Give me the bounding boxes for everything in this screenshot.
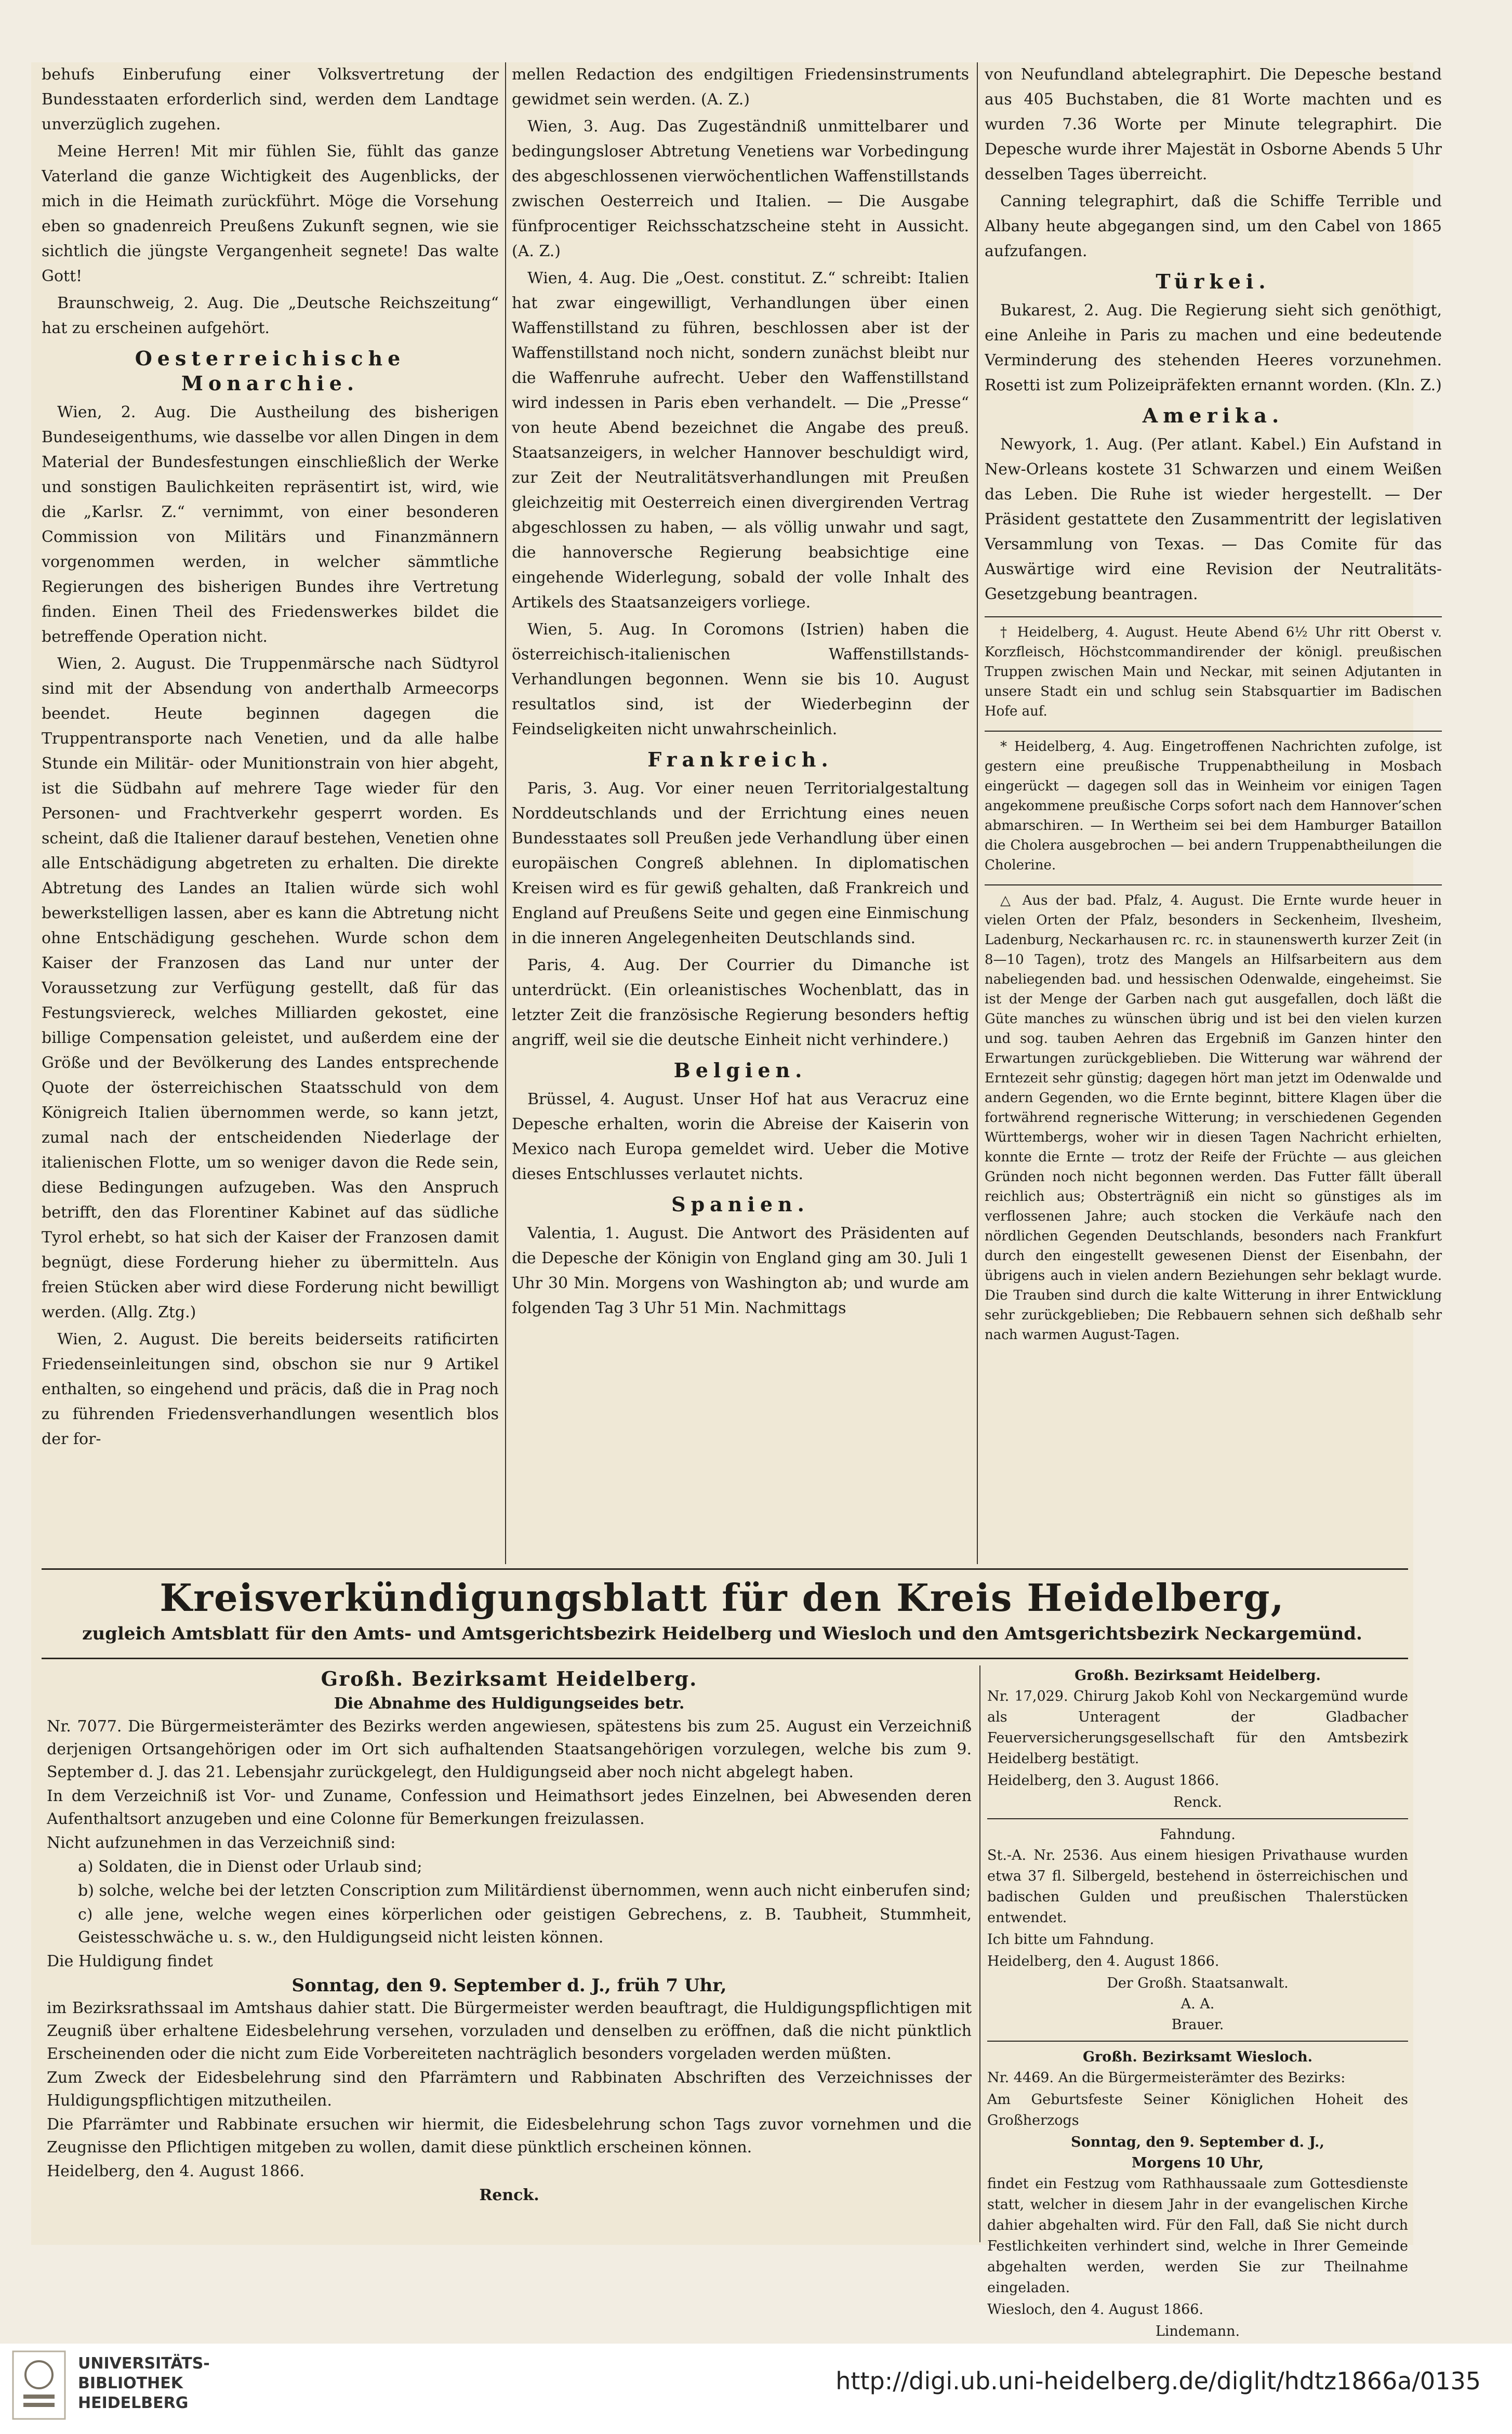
place-date: Heidelberg, den 3. August 1866. (987, 1772, 1219, 1789)
footer-bar (0, 2344, 1512, 2434)
notice-text: Nicht aufzunehmen in das Verzeichniß sind: (47, 1834, 396, 1852)
column-divider (505, 62, 506, 1564)
separator (987, 2041, 1408, 2042)
notice-text: Ich bitte um Fahndung. (987, 1932, 1155, 1948)
office-heading: Großh. Bezirksamt Heidelberg. (1075, 1668, 1321, 1684)
notice-text: Am Geburtsfeste Seiner Königlichen Hoheit des Großherzogs (987, 2092, 1408, 2128)
library-name (78, 2354, 210, 2413)
column-divider (977, 62, 978, 1564)
article-text: Valentia, 1. August. Die Antwort des Präsidenten auf die Depesche der Königin von England ging am 30. Juli 1 Uhr 30 Min. Morgens von Washington ab; und wurde am folgenden Tag 3 Uhr 51 Min. Nachmittags (512, 1224, 969, 1317)
article-text: Wien, 4. Aug. Die „Oest. constitut. Z.“ schreibt: Italien hat zwar eingewilligt, Verhandlungen über einen Waffenstillstand zu führen, beschlossen aber ist der Waffenstillstand noch nicht, sondern zunächst bleibt nur die Waffenruhe aufrecht. Ueber den Waffenstillstand wird indessen in Paris eben verhandelt. — Die „Presse“ von heute Abend bezeichnet die Angabe des preuß. Staatsanzeigers, in welcher Hannover beschuldigt wird, zur Zeit der Neutralitätsverhandlungen mit Preußen gleichzeitig mit Oesterreich einen divergirenden Vertrag abgeschlossen zu haben, — als völlig unwahr und sagt, die hannoversche Regierung beabsichtige eine eingehende Widerlegung, sobald der volle Inhalt des Artikels des Staatsanzeigers vorliege. (512, 269, 969, 612)
horizontal-rule (42, 1568, 1408, 1570)
section-heading: Amerika. (1142, 404, 1284, 427)
banner-title: Kreisverkündigungsblatt für den Kreis Heidelberg, (160, 1576, 1285, 1620)
column-divider (979, 1665, 980, 2242)
office-heading: Großh. Bezirksamt Wiesloch. (1082, 2049, 1313, 2065)
library-name-line: UNIVERSITÄTS- (78, 2354, 210, 2373)
article-text: Wien, 2. Aug. Die Austheilung des bisherigen Bundeseigenthums, wie dasselbe vor allen Dingen in dem Material der Bundesfestungen einschließlich der Werke und sonstigen Baulichkeiten repräsentirt ist, wird, wie die „Karlsr. Z.“ vernimmt, von einer besonderen Commission von Militärs und Finanzmännern vorgenommen werden, in welcher sämmtliche Regierungen des bisherigen Bundes ihre Vertretung finden. Einen Theil des Friedenswerkes bildet die betreffende Operation nicht. (42, 403, 499, 646)
article-text: Wien, 5. Aug. In Coromons (Istrien) haben die österreichisch-italienischen Waffenstillstands-Verhandlungen begonnen. Wenn sie bis 10. August resultatlos sind, ist der Wiederbeginn der Feindseligkeiten nicht unwahrscheinlich. (512, 620, 969, 738)
article-text: von Neufundland abtelegraphirt. Die Depesche bestand aus 405 Buchstaben, die 81 Worte machten und es wurden 7.36 Worte per Minute telegraphirt. Die Depesche wurde ihrer Majestät in Osborne Abends 5 Uhr desselben Tages überreicht. (985, 65, 1442, 183)
notice-topic: Die Abnahme des Huldigungseides betr. (334, 1695, 685, 1713)
local-news (985, 884, 1442, 1345)
notice-text: Nr. 7077. Die Bürgermeisterämter des Bezirks werden angewiesen, spätestens bis zum 25. August ein Verzeichniß derjenigen Ortsangehörigen oder im Ort sich aufhaltenden Staatsangehörigen vorzulegen, welche bis zum 9. September d. J. das 21. Lebensjahr zurückgelegt, den Huldigungseid aber noch nicht abgelegt haben. (47, 1717, 972, 1781)
signature: Der Großh. Staatsanwalt. (1107, 1975, 1289, 1991)
notice-text: findet ein Festzug vom Rathhaussaale zum Gottesdienste statt, welcher in diesem Jahr in der evangelischen Kirche dahier abgehalten wird. Für den Fall, daß Sie nicht durch Festlichkeiten verhindert sind, welche in Ihrer Gemeinde abgehalten werden, werden Sie zur Theilnahme eingeladen. (987, 2176, 1408, 2296)
official-notice-right (987, 1665, 1408, 2342)
signature: A. A. (1181, 1996, 1215, 2012)
event-date: Sonntag, den 9. September d. J., früh 7 Uhr, (291, 1975, 727, 1996)
official-notice-left (47, 1665, 972, 2207)
article-text: Wien, 3. Aug. Das Zugeständniß unmittelbarer und bedingungsloser Abtretung Venetiens war Vorbedingung des abgeschlossenen vierwöchentlichen Waffenstillstands zwischen Oesterreich und Italien. — Die Ausgabe fünfprocentiger Reichsschatzscheine steht in Aussicht. (A. Z.) (512, 117, 969, 260)
event-time: Morgens 10 Uhr, (1131, 2155, 1264, 2171)
place-date: Heidelberg, den 4. August 1866. (987, 1953, 1219, 1969)
notice-text: St.-A. Nr. 2536. Aus einem hiesigen Privathause wurden etwa 37 fl. Silbergeld, bestehend in österreichischen und badischen Gulden und preußischen Thalerstücken entwendet. (987, 1847, 1408, 1926)
banner-subtitle: zugleich Amtsblatt für den Amts- und Amtsgerichtsbezirk Heidelberg und Wiesloch und den Amtsgerichtsbezirk Neckargemünd. (82, 1623, 1362, 1644)
local-news (985, 616, 1442, 721)
article-text: Bukarest, 2. Aug. Die Regierung sieht sich genöthigt, eine Anleihe in Paris zu machen und eine bedeutende Verminderung des stehenden Heeres vorzunehmen. Rosetti ist zum Polizeipräfekten ernannt worden. (Kln. Z.) (985, 301, 1442, 394)
newspaper-page (31, 62, 1442, 2339)
notice-text: Die Huldigung findet (47, 1952, 213, 1970)
article-text: Newyork, 1. Aug. (Per atlant. Kabel.) Ein Aufstand in New-Orleans kostete 31 Schwarzen und einem Weißen das Leben. Die Ruhe ist wieder hergestellt. — Der Präsident gestattete den Zusammentritt der legislativen Versammlung von Texas. — Das Comite für das Auswärtige wird eine Revision der Neutralitäts-Gesetzgebung beantragen. (985, 435, 1442, 603)
notice-text: Nr. 4469. An die Bürgermeisterämter des Bezirks: (987, 2070, 1346, 2086)
list-item: a) Soldaten, die in Dienst oder Urlaub sind; (78, 1858, 422, 1876)
notice-text: In dem Verzeichniß ist Vor- und Zuname, Confession und Heimathsort jedes Einzelnen, bei Abwesenden deren Aufenthaltsort anzugeben und eine Colonne für Bemerkungen freizulassen. (47, 1787, 972, 1828)
source-url-link[interactable]: http://digi.ub.uni-heidelberg.de/diglit/hdtz1866a/0135 (835, 2367, 1481, 2395)
place-date: Wiesloch, den 4. August 1866. (987, 2301, 1204, 2318)
article-text: behufs Einberufung einer Volksvertretung der Bundesstaaten erforderlich sind, werden dem Landtage unverzüglich zugehen. (42, 65, 499, 134)
article-text: * Heidelberg, 4. Aug. Eingetroffenen Nachrichten zufolge, ist gestern eine preußische Truppenabtheilung in Mosbach eingerückt — dagegen soll das in Weinheim vor einigen Tagen angekommene preußische Corps sofort nach dem Hannover’schen abmarschiren. — In Wertheim sei bei dem Hamburger Bataillon die Cholera ausgebrochen — bei andern Truppenabtheilungen die Cholerine. (985, 739, 1442, 873)
section-heading: Frankreich. (647, 748, 833, 771)
article-text: mellen Redaction des endgiltigen Friedensinstruments gewidmet sein werden. (A. Z.) (512, 65, 969, 109)
signature: Brauer. (1171, 2017, 1224, 2033)
notice-text: Die Pfarrämter und Rabbinate ersuchen wir hiermit, die Eidesbelehrung schon Tags zuvor vornehmen und die Zeugnisse den Pflichtigen mitgeben zu wollen, damit diese pünktlich erscheinen können. (47, 2115, 972, 2157)
list-item: b) solche, welche bei der letzten Conscription zum Militärdienst übernommen, wenn auch nicht einberufen sind; (78, 1882, 971, 1900)
section-heading: Fahndung. (1160, 1827, 1236, 1843)
article-text: Wien, 2. August. Die bereits beiderseits ratificirten Friedenseinleitungen sind, obschon sie nur 9 Artikel enthalten, so eingehend und präcis, daß die in Prag noch zu führenden Friedensverhandlungen wesentlich blos der for- (42, 1330, 499, 1448)
list-item: c) alle jene, welche wegen eines körperlichen oder geistigen Gebrechens, z. B. Taubheit, Stummheit, Geistesschwäche u. s. w., den Huldigungseid nicht leisten können. (78, 1906, 972, 1947)
column-3 (985, 62, 1442, 1564)
article-text: Canning telegraphirt, daß die Schiffe Terrible und Albany heute abgegangen sind, um den Cabel von 1865 aufzufangen. (985, 192, 1442, 260)
signature: Renck. (1173, 1794, 1222, 1810)
section-heading: Belgien. (673, 1059, 807, 1082)
section-heading: Oesterreichische Monarchie. (135, 347, 406, 395)
place-date: Heidelberg, den 4. August 1866. (47, 2162, 304, 2180)
notice-text: im Bezirksrathssaal im Amtshaus dahier statt. Die Bürgermeister werden beauftragt, die Huldigungspflichtigen mit Zeugniß über erhaltene Eidesbelehrung versehen, vorzuladen und denselben zu eröffnen, daß die nicht pünktlich Erscheinenden oder die nicht zum Eide Vorbereiteten nachträglich besonders vorgeladen werden müßten. (47, 1999, 972, 2063)
library-logo-icon (10, 2349, 68, 2422)
event-date: Sonntag, den 9. September d. J., (1071, 2134, 1324, 2150)
library-name-line: BIBLIOTHEK (78, 2374, 183, 2392)
masthead-banner (31, 1575, 1413, 1646)
article-text: Meine Herren! Mit mir fühlen Sie, fühlt das ganze Vaterland die ganze Wichtigkeit des Augenblicks, der mich in die Heimath zurückführt. Möge die Vorsehung eben so gnadenreich Preußens Zukunft segnen, wie sie sichtlich die jüngste Vergangenheit segnete! Das walte Gott! (42, 142, 499, 285)
column-1 (42, 62, 499, 1564)
article-text: Brüssel, 4. August. Unser Hof hat aus Veracruz eine Depesche erhalten, worin die Abreise der Kaiserin von Mexico nach Europa gemeldet wird. Ueber die Motive dieses Entschlusses verlautet nichts. (512, 1090, 969, 1183)
section-heading: Spanien. (671, 1193, 810, 1216)
article-text: † Heidelberg, 4. August. Heute Abend 6½ Uhr ritt Oberst v. Korzfleisch, Höchstcommandirender der königl. preußischen Truppen zwischen Main und Neckar, mit seinen Adjutanten in unsere Stadt ein und schlug sein Stabsquartier im Badischen Hofe auf. (985, 625, 1442, 719)
notice-text: Nr. 17,029. Chirurg Jakob Kohl von Neckargemünd wurde als Unteragent der Gladbacher Feuerversicherungsgesellschaft für den Amtsbezirk Heidelberg bestätigt. (987, 1688, 1408, 1767)
horizontal-rule (42, 1658, 1408, 1659)
library-name-line: HEIDELBERG (78, 2394, 189, 2412)
notice-text: Zum Zweck der Eidesbelehrung sind den Pfarrämtern und Rabbinaten Abschriften des Verzeichnisses der Huldigungspflichtigen mitzutheilen. (47, 2069, 972, 2110)
signature: Lindemann. (1155, 2323, 1240, 2339)
article-text: Paris, 4. Aug. Der Courrier du Dimanche ist unterdrückt. (Ein orleanistisches Wochenblatt, das in letzter Zeit die französische Regierung besonders heftig angriff, weil sie die deutsche Einheit nicht verhindere.) (512, 956, 969, 1049)
signature: Renck. (479, 2186, 539, 2204)
article-text: △ Aus der bad. Pfalz, 4. August. Die Ernte wurde heuer in vielen Orten der Pfalz, besonders in Seckenheim, Ilvesheim, Ladenburg, Neckarhausen rc. rc. in staunenswerth kurzer Zeit (in 8—10 Tagen), trotz des Mangels an Hilfsarbeitern aus dem nabeliegenden bad. und hessischen Odenwalde, eingeheimst. Sie ist der Menge der Garben nach gut ausgefallen, doch läßt die Güte manches zu wünschen übrig und ist bei den vielen kurzen und sog. tauben Aehren das Ergebniß im Ganzen hinter den Erwartungen zurückgeblieben. Die Witterung war während der Erntezeit sehr günstig; dagegen hört man jetzt im Odenwalde und andern Gegenden, wo die Ernte beginnt, bittere Klagen über die fortwährend regnerische Witterung; in verschiedenen Gegenden Württembergs, woher wir in diesen Tagen Nachricht erhielten, konnte die Ernte — trotz der Reife der Früchte — aus gleichen Gründen noch nicht begonnen werden. Das Futter fällt überall reichlich aus; Obsterträgniß ein nicht so günstiges als im verflossenen Jahre; auch stocken die Verkäufe nach den nördlichen Gegenden Deutschlands, besonders nach Frankfurt durch den eingestellt gewesenen Dienst der Eisenbahn, der übrigens auch in vielen andern Beziehungen sehr beklagt wurde. Die Trauben sind durch die kalte Witterung in ihrer Entwicklung sehr zurückgeblieben; Die Rebbauern sehnen sich deßhalb sehr nach warmen August-Tagen. (985, 893, 1442, 1343)
article-text: Braunschweig, 2. Aug. Die „Deutsche Reichszeitung“ hat zu erscheinen aufgehört. (42, 294, 499, 337)
article-text: Paris, 3. Aug. Vor einer neuen Territorialgestaltung Norddeutschlands und der Errichtung eines neuen Bundesstaates soll Preußen jede Verhandlung über einen europäischen Congreß ablehnen. In diplomatischen Kreisen wird es für gewiß gehalten, daß Frankreich und England auf Preußens Seite und gegen eine Einmischung in die inneren Angelegenheiten Deutschlands sind. (512, 779, 969, 947)
column-2 (512, 62, 969, 1564)
article-text: Wien, 2. August. Die Truppenmärsche nach Südtyrol sind mit der Absendung von anderthalb Armeecorps beendet. Heute beginnen dagegen die Truppentransporte nach Venetien, und da alle halbe Stunde ein Militär- oder Munitionstrain von hier abgeht, ist die Südbahn auf mehrere Tage wieder für den Personen- und Frachtverkehr gesperrt worden. Es scheint, daß die Italiener darauf bestehen, Venetien ohne alle Entschädigung abgetreten zu erhalten. Die direkte Abtretung des Landes an Italien würde sich wohl bewerkstelligen lassen, aber es kann die Abtretung nicht ohne Entschädigung geschehen. Wurde schon dem Kaiser der Franzosen das Land nur unter der Voraussetzung zur Verfügung gestellt, daß für das Festungsviereck, welches Milliarden gekostet, eine billige Compensation geleistet, und außerdem eine der Größe und der Bevölkerung des Landes entsprechende Quote der österreichischen Staatsschuld von dem Königreich Italien übernommen werde, so kann jetzt, zumal nach der entscheidenden Niederlage der italienischen Flotte, um so weniger davon die Rede sein, diese Bedingungen aufzugeben. Was den Anspruch betrifft, den das Florentiner Kabinet auf das südliche Tyrol erhebt, so hat sich der Kaiser der Franzosen damit begnügt, diese Forderung hieher zu übermitteln. Aus freien Stücken aber wird diese Forderung nicht bewilligt werden. (Allg. Ztg.) (42, 655, 499, 1321)
separator (987, 1818, 1408, 1819)
local-news (985, 731, 1442, 875)
section-heading: Türkei. (1156, 270, 1271, 293)
office-heading: Großh. Bezirksamt Heidelberg. (321, 1667, 698, 1690)
